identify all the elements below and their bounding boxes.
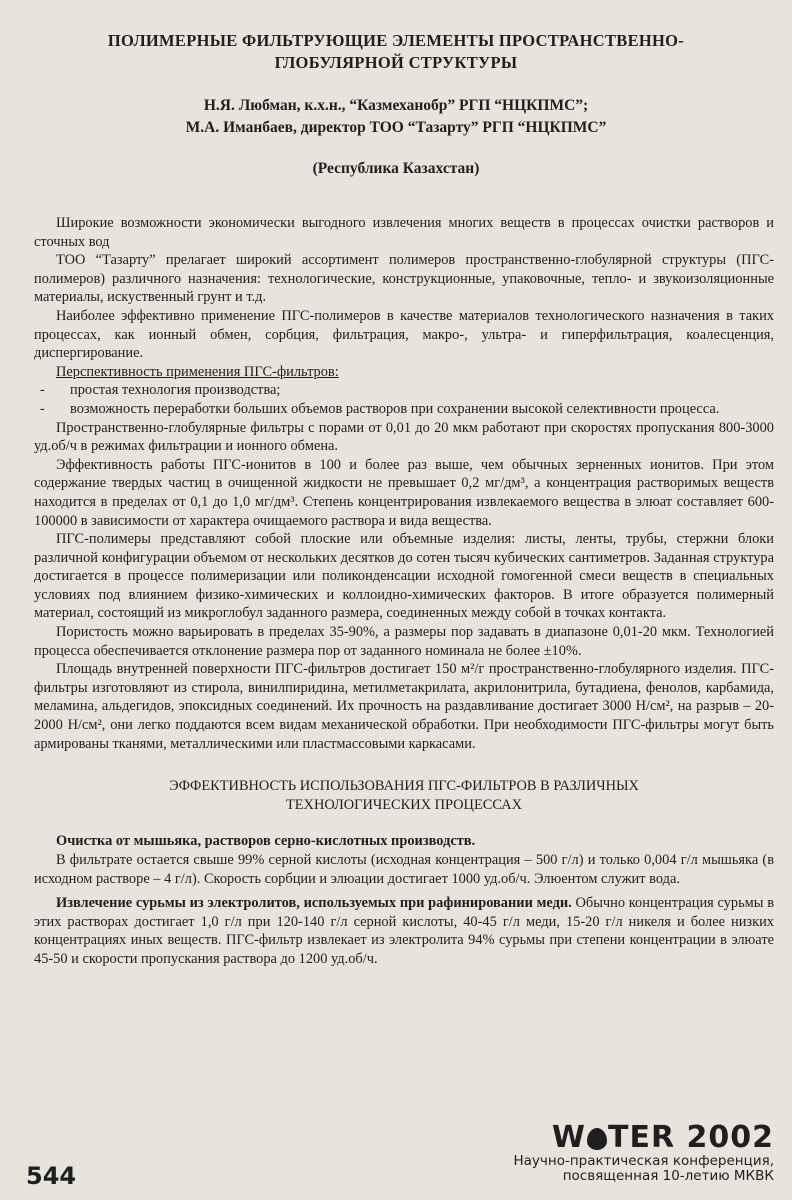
page-number: 544 (26, 1162, 77, 1190)
antimony-heading: Извлечение сурьмы из электролитов, используемых при рафинировании меди. (56, 895, 572, 912)
logo-letter-w: W (551, 1120, 586, 1155)
bullet-item (34, 381, 774, 400)
conference-caption-2: посвященная 10-летию МКВК (562, 1168, 774, 1184)
paragraph-surface: Площадь внутренней поверхности ПГС-фильтров достигает 150 м²/г пространственно-глобулярного изделия. ПГС-фильтры изготовляют из стирола, винилпиридина, метилметакрилата, акрилонитрила, бутадиена, фенолов, карбамида, меламина, альдегидов, эпоксидных соединений. Их прочность на раздавливание достигает 3000 Н/см², на разрыв – 20-2000 Н/см², они легко поддаются всем видам механической обработки. При необходимости ПГС-фильтры могут быть армированы тканями, металлическими или пластмассовыми каркасами. (34, 661, 774, 752)
logo-wordmark (504, 1122, 774, 1154)
paragraph-products: ПГС-полимеры представляют собой плоские или объемные изделия: листы, ленты, трубы, стержни блоки различной конфигурации объемом от нескольких десятков до сотен тысяч кубических сантиметров. Заданная структура достигается в процессе полимеризации или поликонденсации исходной гомогенной смеси веществ в специальных условиях под влиянием физико-химических и коллоидно-химических факторов. В итоге образуется полимерный материал, состоящий из микроглобул заданного размера, соединенных между собой в точках контакта. (34, 531, 774, 622)
paragraph-applications: Наиболее эффективно применение ПГС-полимеров в качестве материалов технологического назначения в таких процессах, как ионный обмен, сорбция, фильтрация, макро-, ультра- и гиперфильтрация, коалесценция, диспергирование. (34, 307, 774, 362)
arsenic-text: В фильтрате остается свыше 99% серной кислоты (исходная концентрация – 500 г/л) и только 0,004 г/л мышьяка (в исходном растворе – 4 г/л). Скорость сорбции и элюации достигает 1000 уд.об/ч. Элюентом служит вода. (34, 852, 774, 887)
paragraph-pores: Пространственно-глобулярные фильтры с порами от 0,01 до 20 мкм работают при скоростях пропускания 800-3000 уд.об/ч в режимах фильтрации и ионного обмена. (34, 419, 774, 455)
logo-word-rest: TER 2002 (608, 1120, 774, 1155)
paragraph-efficiency: Эффективность работы ПГС-ионитов в 100 и более раз выше, чем обычных зерненных ионитов. При этом содержание твердых частиц в очищенной жидкости не превышает 0,2 мг/дм³, а концентрация растворимых веществ находится в пределах от 0,1 до 1,0 мг/дм³. Степень концентрирования извлекаемого вещества в элюат составляет 600-100000 в зависимости от характера очищаемого раствора и вида вещества. (34, 456, 774, 529)
prospects-heading-text: Перспективность применения ПГС-фильтров: (56, 363, 339, 380)
article-body (34, 214, 774, 969)
article-title-line-1: ПОЛИМЕРНЫЕ ФИЛЬТРУЮЩИЕ ЭЛЕМЕНТЫ ПРОСТРАНСТВЕННО- (107, 31, 685, 50)
bullet-item (34, 400, 774, 419)
section-heading-line-2: ТЕХНОЛОГИЧЕСКИХ ПРОЦЕССАХ (285, 796, 523, 813)
arsenic-heading: Очистка от мышьяка, растворов серно-кислотных производств. (56, 833, 476, 850)
antimony-text: Обычно концентрация сурьмы в этих растворах достигает 1,0 г/л при 120-140 г/л серной кислоты, 40-45 г/л меди, 15-20 г/л никеля и более низких концентрациях иных веществ. ПГС-фильтр извлекает из электролита 94% сурьмы при степени концентрации в элюате 45-50 и скорости пропускания раствора до 1200 уд.об/ч. (34, 895, 774, 967)
water-drop-icon (587, 1128, 607, 1150)
bullet-text: возможность переработки больших объемов растворов при сохранении высокой селективности процесса. (70, 400, 720, 417)
conference-caption-1: Научно-практическая конференция, (513, 1153, 774, 1169)
paragraph-company: ТОО “Тазарту” прелагает широкий ассортимент полимеров пространственно-глобулярной структуры (ПГС-полимеров) различного назначения: технологические, конструкционные, упаковочные, тепло- и звукоизоляционные материалы, искуственный грунт и т.д. (34, 252, 774, 306)
antimony-paragraph (34, 894, 774, 968)
author-2: М.А. Иманбаев, директор ТОО “Тазарту” РГП “НЦКПМС” (185, 119, 607, 136)
paragraph-porosity: Пористость можно варьировать в пределах 35-90%, а размеры пор задавать в диапазоне 0,01-20 мкм. Технологией процесса обеспечивается отклонение размера пор от заданного номинала не более ±10%. (34, 624, 774, 659)
article-title (60, 30, 732, 74)
section-heading (34, 777, 774, 814)
country: (Республика Казахстан) (312, 160, 480, 177)
article-title-line-2: ГЛОБУЛЯРНОЙ СТРУКТУРЫ (274, 53, 518, 72)
prospects-heading (34, 363, 774, 382)
paragraph-intro: Широкие возможности экономически выгодного извлечения многих веществ в процессах очистки растворов и сточных вод (34, 215, 774, 250)
bullet-dash: - (40, 400, 45, 417)
water-2002-logo (504, 1122, 774, 1184)
author-1: Н.Я. Любман, к.х.н., “Казмеханобр” РГП “НЦКПМС”; (203, 97, 589, 114)
bullet-text: простая технология производства; (70, 382, 281, 399)
authors (60, 95, 732, 139)
bullet-dash: - (40, 382, 45, 399)
section-heading-line-1: ЭФФЕКТИВНОСТЬ ИСПОЛЬЗОВАНИЯ ПГС-ФИЛЬТРОВ В РАЗЛИЧНЫХ (169, 778, 639, 795)
